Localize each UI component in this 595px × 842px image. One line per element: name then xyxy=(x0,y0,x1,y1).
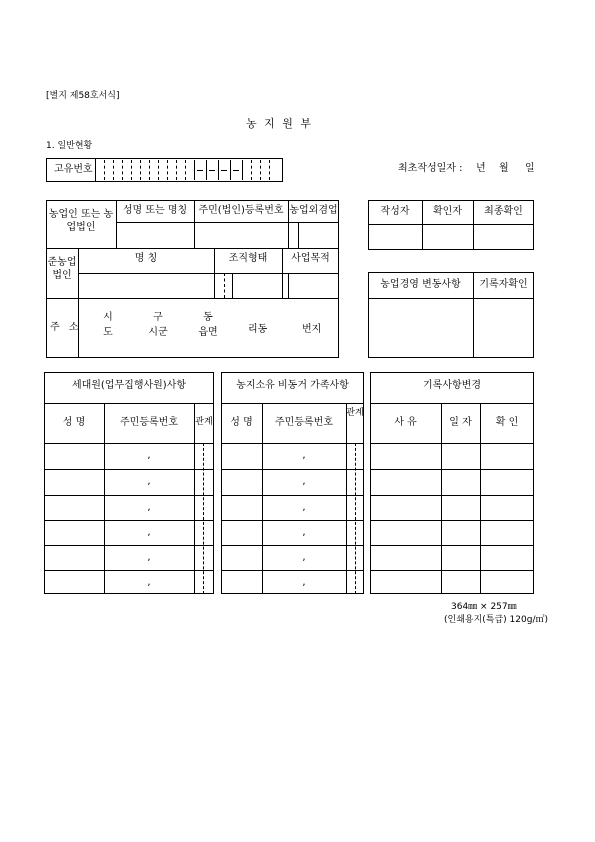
nonresident-name-cell[interactable] xyxy=(222,521,261,544)
record-date-cell[interactable] xyxy=(442,546,479,569)
nonresident-relation-cell[interactable] xyxy=(356,496,363,519)
record-date-cell[interactable] xyxy=(442,496,479,519)
nonresident-relation-cell[interactable] xyxy=(356,444,363,468)
final-confirm-header: 최종확인 xyxy=(484,206,523,217)
id-hyphen xyxy=(233,170,239,171)
business-purpose-header: 사업목적 xyxy=(291,253,330,264)
nonresident-name-cell[interactable] xyxy=(222,571,261,593)
paper-note: (인쇄용지(특급) 120g/㎡) xyxy=(444,615,548,625)
final-confirm-field[interactable] xyxy=(474,225,533,249)
writer-field[interactable] xyxy=(369,225,421,249)
nonresident-name-header: 성 명 xyxy=(230,417,253,428)
nonresident-name-cell[interactable] xyxy=(222,470,261,494)
household-reg-separator: , xyxy=(147,577,151,588)
id-digit-separator xyxy=(140,160,141,180)
household-name-cell[interactable] xyxy=(45,571,103,593)
id-number-label: 고유번호 xyxy=(54,164,93,175)
id-digit-separator xyxy=(218,160,219,180)
id-digit-separator xyxy=(194,160,195,180)
nonresident-reg-separator: , xyxy=(302,476,306,487)
id-divider xyxy=(95,158,96,182)
record-confirm-cell[interactable] xyxy=(481,470,533,494)
nonresident-title: 농지소유 비동거 가족사항 xyxy=(236,380,349,391)
id-digit-separator xyxy=(230,160,231,180)
page-title: 농 지 원 부 xyxy=(246,117,313,130)
farm-change-field[interactable] xyxy=(369,299,472,357)
farm-change-header: 농업경영 변동사항 xyxy=(380,279,461,290)
year-unit: 년 xyxy=(476,163,486,174)
household-reg-separator: , xyxy=(147,450,151,461)
id-digit-separator xyxy=(113,160,114,180)
date-header: 일 자 xyxy=(449,417,472,428)
record-reason-cell[interactable] xyxy=(371,571,440,593)
confirmer-field[interactable] xyxy=(423,225,472,249)
confirm-header: 확 인 xyxy=(495,417,519,428)
recorder-confirm-field[interactable] xyxy=(474,299,533,357)
nonresident-reg-separator: , xyxy=(302,577,306,588)
nonresident-name-cell[interactable] xyxy=(222,496,261,519)
id-hyphen xyxy=(221,170,227,171)
paper-size: 364㎜ × 257㎜ xyxy=(451,602,517,612)
record-reason-cell[interactable] xyxy=(371,496,440,519)
id-digit-separator xyxy=(122,160,123,180)
nonresident-reg-header: 주민등록번호 xyxy=(275,417,333,428)
id-number-box xyxy=(46,158,283,182)
record-confirm-cell[interactable] xyxy=(481,496,533,519)
id-digit-separator xyxy=(167,160,168,180)
record-date-cell[interactable] xyxy=(442,521,479,544)
section-heading: 1. 일반현황 xyxy=(46,141,93,151)
quasi-name-field[interactable] xyxy=(79,274,213,297)
org-type-field[interactable] xyxy=(233,274,281,297)
household-name-cell[interactable] xyxy=(45,496,103,519)
id-digit-separator xyxy=(185,160,186,180)
farmer-label: 농업인 또는 농업법인 xyxy=(48,209,114,233)
name-field[interactable] xyxy=(117,223,193,247)
month-unit: 월 xyxy=(499,163,509,174)
household-reg-separator: , xyxy=(147,476,151,487)
household-name-cell[interactable] xyxy=(45,521,103,544)
first-date-label: 최초작성일자 : xyxy=(398,163,463,174)
confirmer-header: 확인자 xyxy=(433,206,462,217)
record-date-cell[interactable] xyxy=(442,470,479,494)
quasi-name-header: 명 칭 xyxy=(134,253,158,264)
household-name-header: 성 명 xyxy=(62,417,86,428)
record-confirm-cell[interactable] xyxy=(481,546,533,569)
household-relation-cell[interactable] xyxy=(204,444,213,468)
household-relation-header: 관계 xyxy=(195,417,213,427)
household-relation-cell[interactable] xyxy=(204,546,213,569)
id-digit-separator xyxy=(251,160,252,180)
combined-occupation-field[interactable] xyxy=(299,223,338,247)
nonresident-reg-separator: , xyxy=(302,450,306,461)
household-reg-separator: , xyxy=(147,527,151,538)
form-reference: [별지 제58호서식] xyxy=(46,91,120,101)
record-reason-cell[interactable] xyxy=(371,470,440,494)
record-date-cell[interactable] xyxy=(442,571,479,593)
household-name-cell[interactable] xyxy=(45,546,103,569)
address-sido: 시 도 xyxy=(103,312,113,338)
record-confirm-cell[interactable] xyxy=(481,521,533,544)
id-digit-separator xyxy=(269,160,270,180)
address-bunji: 번지 xyxy=(302,324,322,335)
nonresident-reg-separator: , xyxy=(302,502,306,513)
writer-header: 작성자 xyxy=(380,206,410,217)
reg-number-field[interactable] xyxy=(195,223,287,247)
record-date-cell[interactable] xyxy=(442,444,479,468)
id-digit-separator xyxy=(242,160,243,180)
nonresident-name-cell[interactable] xyxy=(222,444,261,468)
id-digit-separator xyxy=(158,160,159,180)
household-relation-cell[interactable] xyxy=(204,496,213,519)
quasi-corp-label: 준농업법인 xyxy=(47,257,77,281)
address-label: 주 소 xyxy=(50,322,82,333)
household-relation-cell[interactable] xyxy=(204,571,213,593)
record-confirm-cell[interactable] xyxy=(481,571,533,593)
nonresident-relation-header: 관계 xyxy=(346,408,364,418)
nonresident-reg-separator: , xyxy=(302,552,306,563)
combined-occupation-header: 농업외겸업 xyxy=(289,205,338,216)
household-relation-cell[interactable] xyxy=(204,521,213,544)
household-reg-separator: , xyxy=(147,502,151,513)
id-hyphen xyxy=(197,170,203,171)
nonresident-reg-separator: , xyxy=(302,527,306,538)
nonresident-name-cell[interactable] xyxy=(222,546,261,569)
id-digit-separator xyxy=(149,160,150,180)
nonresident-relation-cell[interactable] xyxy=(356,571,363,593)
id-hyphen xyxy=(209,170,215,171)
record-reason-cell[interactable] xyxy=(371,521,440,544)
household-relation-cell[interactable] xyxy=(204,470,213,494)
id-digit-separator xyxy=(206,160,207,180)
nonresident-relation-cell[interactable] xyxy=(356,546,363,569)
address-ridong: 리동 xyxy=(248,324,268,335)
id-digit-separator xyxy=(176,160,177,180)
business-purpose-field[interactable] xyxy=(289,274,338,297)
recorder-confirm-header: 기록자확인 xyxy=(479,279,528,290)
day-unit: 일 xyxy=(525,163,535,174)
name-header: 성명 또는 명칭 xyxy=(122,205,188,216)
id-digit-separator xyxy=(260,160,261,180)
household-reg-header: 주민등록번호 xyxy=(120,417,178,428)
household-name-cell[interactable] xyxy=(45,470,103,494)
address-sigungu: 구 시군 xyxy=(148,312,168,338)
id-digit-separator xyxy=(104,160,105,180)
household-reg-separator: , xyxy=(147,552,151,563)
nonresident-relation-cell[interactable] xyxy=(356,470,363,494)
reason-header: 사 유 xyxy=(394,417,417,428)
record-confirm-cell[interactable] xyxy=(481,444,533,468)
record-reason-cell[interactable] xyxy=(371,444,440,468)
household-name-cell[interactable] xyxy=(45,444,103,468)
id-digit-separator xyxy=(131,160,132,180)
record-reason-cell[interactable] xyxy=(371,546,440,569)
org-type-header: 조직형태 xyxy=(228,253,268,264)
address-eupmyeon: 동 읍면 xyxy=(198,312,218,338)
reg-number-header: 주민(법인)등록번호 xyxy=(198,205,284,216)
record-change-title: 기록사항변경 xyxy=(423,380,481,391)
nonresident-relation-cell[interactable] xyxy=(356,521,363,544)
household-title: 세대원(업무집행사원)사항 xyxy=(71,380,187,391)
